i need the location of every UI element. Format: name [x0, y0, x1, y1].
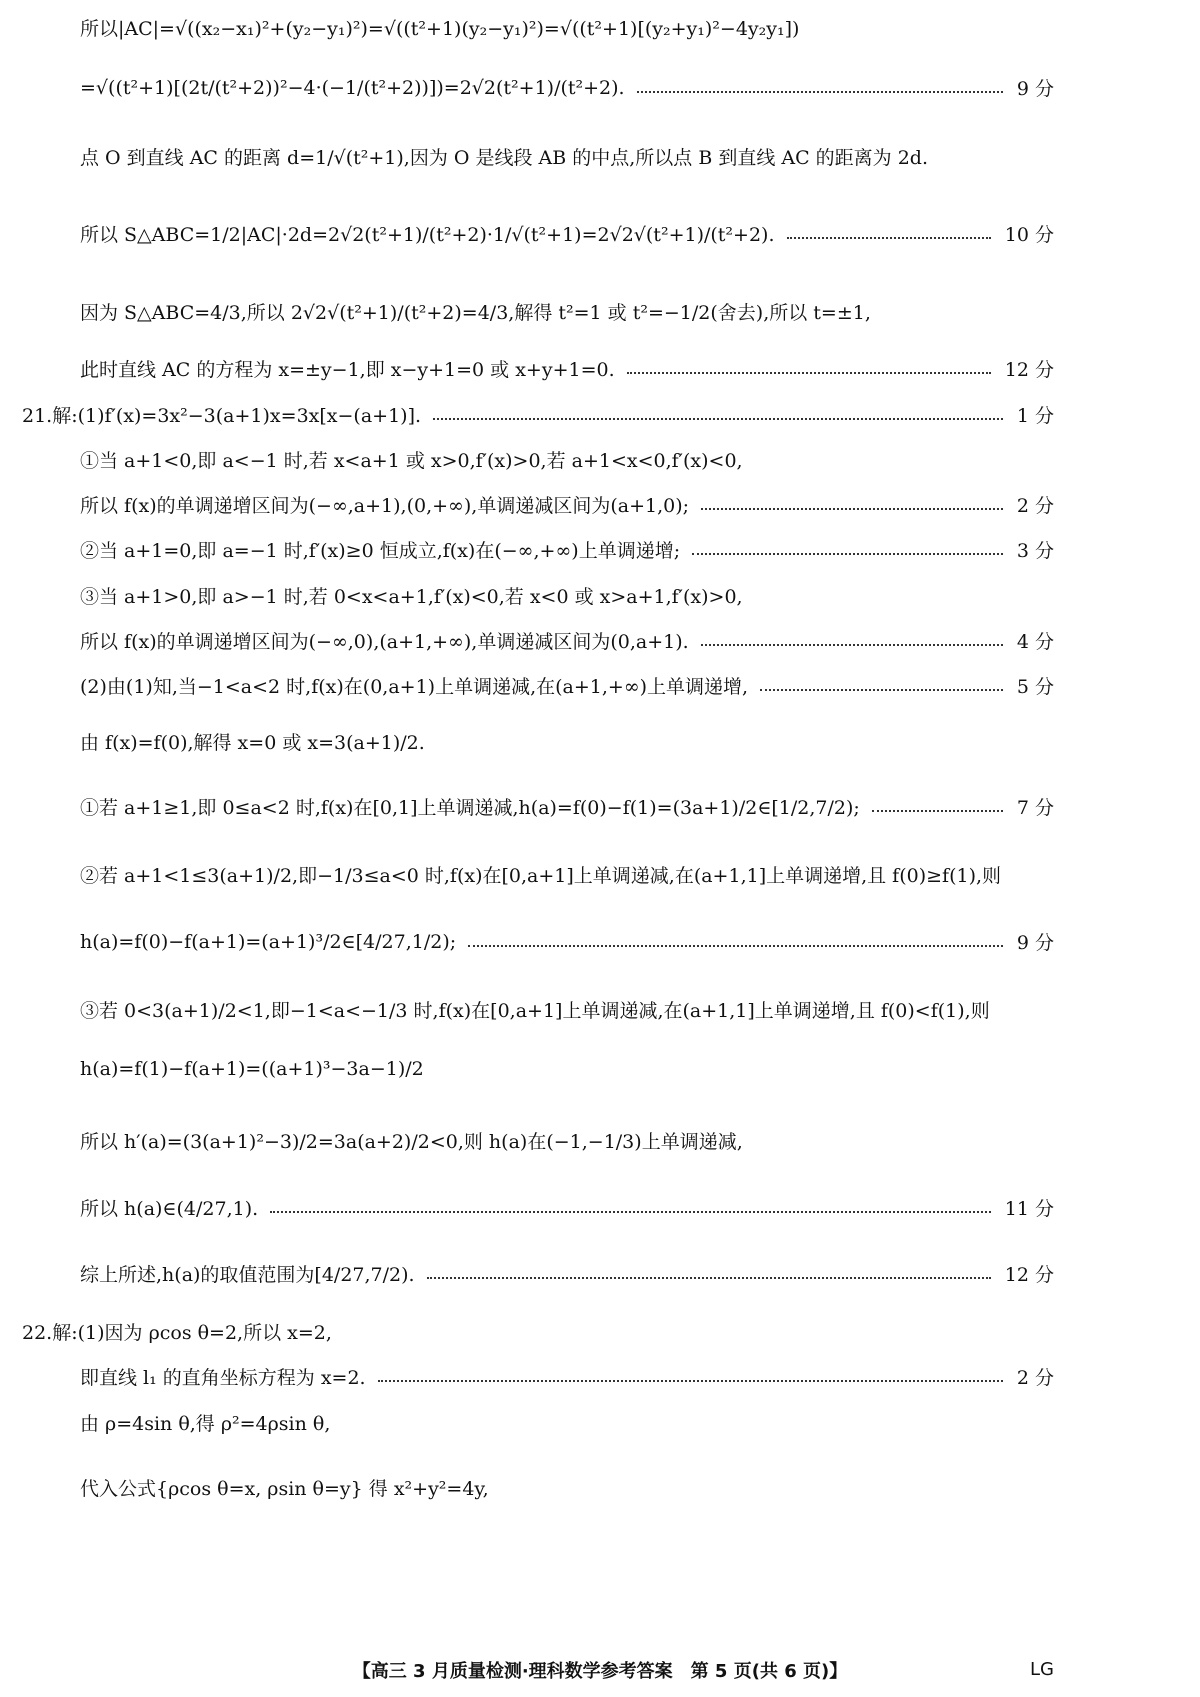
solution-line — [80, 1409, 1054, 1436]
line-text: 所以 f(x)的单调递增区间为(−∞,a+1),(0,+∞),单调递减区间为(a+1,0); — [80, 495, 690, 517]
solution-line — [80, 1260, 1054, 1287]
line-text: 21.解:(1)f′(x)=3x²−3(a+1)x=3x[x−(a+1)]. — [22, 405, 422, 427]
line-text: 所以|AC|=√((x₂−x₁)²+(y₂−y₁)²)=√((t²+1)(y₂−y₁)²)=√((t²+1)[(y₂+y₁)²−4y₂y₁]) — [80, 18, 800, 40]
line-text: 由 f(x)=f(0),解得 x=0 或 x=3(a+1)/2. — [80, 732, 425, 754]
solution-line — [80, 220, 1054, 247]
score-label: 7 分 — [1016, 797, 1054, 819]
line-text: h(a)=f(1)−f(a+1)=((a+1)³−3a−1)/2 — [80, 1058, 424, 1080]
line-text: ③若 0<3(a+1)/2<1,即−1<a<−1/3 时,f(x)在[0,a+1]上单调递减,在(a+1,1]上单调递增,且 f(0)<f(1),则 — [80, 1000, 990, 1022]
dot-leader — [427, 1277, 991, 1279]
solution-line — [80, 627, 1054, 654]
solution-line — [80, 1127, 1054, 1154]
line-text: 所以 h′(a)=(3(a+1)²−3)/2=3a(a+2)/2<0,则 h(a)在(−1,−1/3)上单调递减, — [80, 1131, 743, 1153]
dot-leader — [627, 372, 991, 374]
dot-leader — [270, 1211, 991, 1213]
solution-line — [80, 728, 1054, 755]
dot-leader — [468, 945, 1003, 947]
dot-leader — [433, 418, 1003, 420]
line-text: 所以 f(x)的单调递增区间为(−∞,0),(a+1,+∞),单调递减区间为(0,a+1). — [80, 631, 689, 653]
score-label: 9 分 — [1016, 78, 1054, 100]
dot-leader — [872, 810, 1003, 812]
line-text: 代入公式{ρcos θ=x, ρsin θ=y} 得 x²+y²=4y, — [80, 1478, 489, 1500]
solution-line — [80, 298, 1054, 325]
line-text: =√((t²+1)[(2t/(t²+2))²−4·(−1/(t²+2))])=2√2(t²+1)/(t²+2). — [80, 76, 625, 99]
line-text: 所以 S△ABC=1/2|AC|·2d=2√2(t²+1)/(t²+2)·1/√(t²+1)=2√2√(t²+1)/(t²+2). — [80, 224, 775, 246]
solution-line — [80, 1058, 1054, 1080]
score-label: 4 分 — [1016, 631, 1054, 653]
line-text: 此时直线 AC 的方程为 x=±y−1,即 x−y+1=0 或 x+y+1=0. — [80, 359, 615, 381]
dot-leader — [701, 508, 1003, 510]
line-text: 即直线 l₁ 的直角坐标方程为 x=2. — [80, 1367, 366, 1389]
dot-leader — [787, 237, 991, 239]
score-label: 1 分 — [1016, 405, 1054, 427]
solution-line — [80, 672, 1054, 699]
solution-line — [80, 14, 1054, 41]
score-label: 3 分 — [1016, 540, 1054, 562]
line-text: (2)由(1)知,当−1<a<2 时,f(x)在(0,a+1)上单调递减,在(a+1,+∞)上单调递增, — [80, 676, 749, 698]
dot-leader — [760, 689, 1003, 691]
solution-line — [80, 446, 1054, 473]
page-footer: 【高三 3 月质量检测·理科数学参考答案 第 5 页(共 6 页)】 — [352, 1661, 848, 1682]
score-label: 9 分 — [1016, 932, 1054, 954]
line-text: 点 O 到直线 AC 的距离 d=1/√(t²+1),因为 O 是线段 AB 的中点,所以点 B 到直线 AC 的距离为 2d. — [80, 147, 929, 169]
solution-line — [80, 996, 1054, 1023]
solution-line — [80, 1194, 1054, 1221]
score-label: 10 分 — [1004, 224, 1054, 246]
footer-code: LG — [1030, 1659, 1054, 1680]
solution-line — [80, 536, 1054, 563]
line-text: ②若 a+1<1≤3(a+1)/2,即−1/3≤a<0 时,f(x)在[0,a+1]上单调递减,在(a+1,1]上单调递增,且 f(0)≥f(1),则 — [80, 865, 1002, 887]
score-label: 12 分 — [1004, 1264, 1054, 1286]
dot-leader — [637, 91, 1003, 93]
solution-line — [22, 1318, 1054, 1345]
solution-line — [80, 355, 1054, 382]
score-label: 12 分 — [1004, 359, 1054, 381]
dot-leader — [701, 644, 1003, 646]
score-label: 2 分 — [1016, 495, 1054, 517]
line-text: 因为 S△ABC=4/3,所以 2√2√(t²+1)/(t²+2)=4/3,解得 t²=1 或 t²=−1/2(舍去),所以 t=±1, — [80, 302, 871, 324]
solution-line — [80, 793, 1054, 820]
solution-line — [80, 861, 1054, 888]
solution-line — [80, 928, 1054, 955]
dot-leader — [692, 553, 1003, 555]
solution-line — [80, 491, 1054, 518]
line-text: 由 ρ=4sin θ,得 ρ²=4ρsin θ, — [80, 1413, 331, 1435]
line-text: ③当 a+1>0,即 a>−1 时,若 0<x<a+1,f′(x)<0,若 x<0 或 x>a+1,f′(x)>0, — [80, 586, 743, 608]
line-text: ②当 a+1=0,即 a=−1 时,f′(x)≥0 恒成立,f(x)在(−∞,+∞)上单调递增; — [80, 540, 681, 562]
line-text: 22.解:(1)因为 ρcos θ=2,所以 x=2, — [22, 1322, 332, 1344]
solution-line — [80, 582, 1054, 609]
line-text: ①若 a+1≥1,即 0≤a<2 时,f(x)在[0,1]上单调递减,h(a)=f(0)−f(1)=(3a+1)/2∈[1/2,7/2); — [80, 797, 860, 819]
score-label: 2 分 — [1016, 1367, 1054, 1389]
line-text: h(a)=f(0)−f(a+1)=(a+1)³/2∈[4/27,1/2); — [80, 930, 457, 953]
solution-line — [80, 143, 1054, 170]
line-text: 综上所述,h(a)的取值范围为[4/27,7/2). — [80, 1264, 415, 1286]
solution-line — [80, 1474, 1054, 1501]
solution-line — [80, 74, 1054, 101]
score-label: 11 分 — [1004, 1198, 1054, 1220]
dot-leader — [378, 1380, 1003, 1382]
line-text: 所以 h(a)∈(4/27,1). — [80, 1198, 259, 1220]
score-label: 5 分 — [1016, 676, 1054, 698]
line-text: ①当 a+1<0,即 a<−1 时,若 x<a+1 或 x>0,f′(x)>0,若 a+1<x<0,f′(x)<0, — [80, 450, 743, 472]
solution-line — [22, 401, 1054, 428]
solution-line — [80, 1363, 1054, 1390]
